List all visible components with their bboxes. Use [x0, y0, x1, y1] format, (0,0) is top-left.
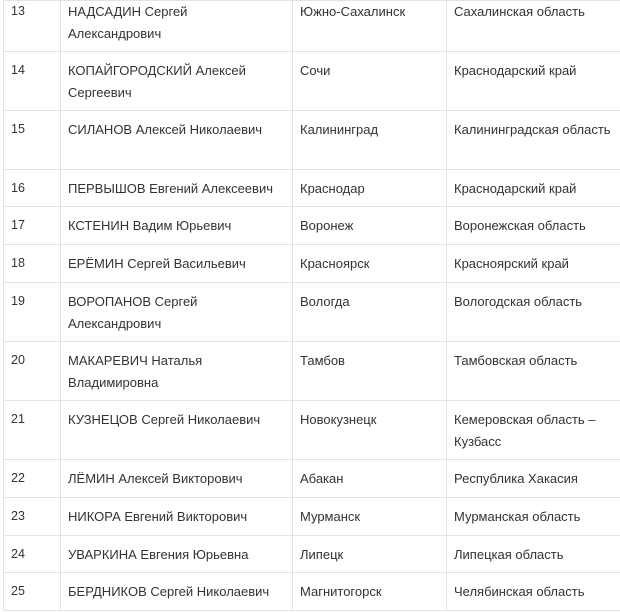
city: Воронеж [293, 207, 447, 245]
city: Тамбов [293, 342, 447, 401]
table-row [4, 170, 620, 207]
city: Магнитогорск [293, 573, 447, 611]
person-name: КСТЕНИН Вадим Юрьевич [61, 207, 293, 245]
table-row [4, 245, 620, 283]
region: Республика Хакасия [447, 460, 620, 498]
person-name: БЕРДНИКОВ Сергей Николаевич [61, 573, 293, 611]
table-row [4, 401, 620, 460]
row-number: 15 [4, 111, 61, 170]
region: Калининградская область [447, 111, 620, 170]
person-name: НАДСАДИН Сергей Александрович [61, 1, 293, 52]
row-number: 13 [4, 1, 61, 52]
row-number: 25 [4, 573, 61, 611]
person-name: КОПАЙГОРОДСКИЙ Алексей Сергеевич [61, 52, 293, 111]
city: Мурманск [293, 498, 447, 536]
city: Новокузнецк [293, 401, 447, 460]
city: Сочи [293, 52, 447, 111]
city: Калининград [293, 111, 447, 170]
row-number: 24 [4, 536, 61, 573]
person-name: ЛЁМИН Алексей Викторович [61, 460, 293, 498]
region: Вологодская область [447, 283, 620, 342]
region: Челябинская область [447, 573, 620, 611]
region: Красноярский край [447, 245, 620, 283]
table-row [4, 1, 620, 52]
officials-table [3, 0, 620, 611]
table-row [4, 207, 620, 245]
region: Кемеровская область – Кузбасс [447, 401, 620, 460]
city: Южно-Сахалинск [293, 1, 447, 52]
region: Воронежская область [447, 207, 620, 245]
person-name: ЕРЁМИН Сергей Васильевич [61, 245, 293, 283]
table-row [4, 498, 620, 536]
city: Краснодар [293, 170, 447, 207]
person-name: ВОРОПАНОВ Сергей Александрович [61, 283, 293, 342]
row-number: 18 [4, 245, 61, 283]
region: Краснодарский край [447, 170, 620, 207]
row-number: 22 [4, 460, 61, 498]
person-name: УВАРКИНА Евгения Юрьевна [61, 536, 293, 573]
table-row [4, 111, 620, 170]
table-row [4, 283, 620, 342]
row-number: 20 [4, 342, 61, 401]
region: Сахалинская область [447, 1, 620, 52]
city: Вологда [293, 283, 447, 342]
region: Тамбовская область [447, 342, 620, 401]
row-number: 23 [4, 498, 61, 536]
region: Липецкая область [447, 536, 620, 573]
person-name: КУЗНЕЦОВ Сергей Николаевич [61, 401, 293, 460]
city: Липецк [293, 536, 447, 573]
row-number: 19 [4, 283, 61, 342]
person-name: НИКОРА Евгений Викторович [61, 498, 293, 536]
table-row [4, 460, 620, 498]
table-row [4, 52, 620, 111]
row-number: 16 [4, 170, 61, 207]
person-name: МАКАРЕВИЧ Наталья Владимировна [61, 342, 293, 401]
row-number: 14 [4, 52, 61, 111]
city: Красноярск [293, 245, 447, 283]
table-row [4, 536, 620, 573]
person-name: СИЛАНОВ Алексей Николаевич [61, 111, 293, 170]
row-number: 17 [4, 207, 61, 245]
table-body [4, 1, 620, 611]
table-row [4, 342, 620, 401]
row-number: 21 [4, 401, 61, 460]
city: Абакан [293, 460, 447, 498]
region: Мурманская область [447, 498, 620, 536]
region: Краснодарский край [447, 52, 620, 111]
table-row [4, 573, 620, 611]
person-name: ПЕРВЫШОВ Евгений Алексеевич [61, 170, 293, 207]
